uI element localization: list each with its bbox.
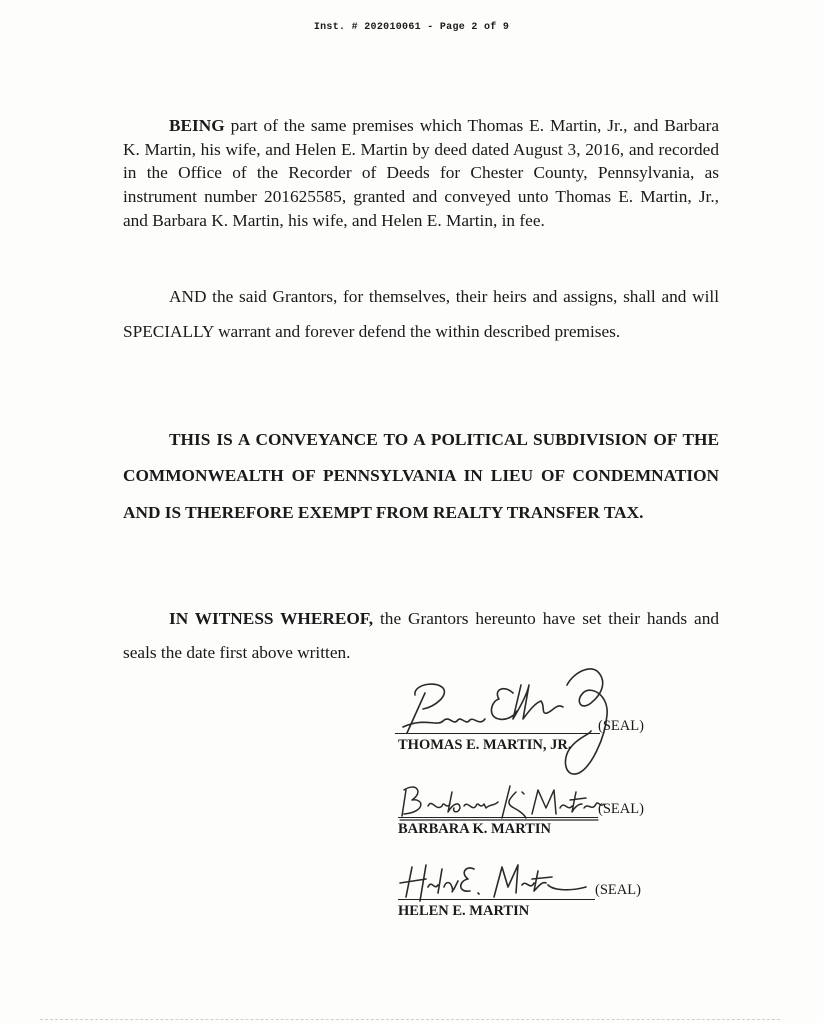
being-lead-word: BEING [169, 116, 225, 135]
exemption-paragraph [123, 422, 719, 531]
signer-name-barbara: BARBARA K. MARTIN [398, 821, 551, 837]
witness-paragraph-text: the Grantors hereunto have set their hands and seals the date first above written. [123, 609, 719, 662]
being-paragraph-text: part of the same premises which Thomas E. Martin, Jr., and Barbara K. Martin, his wife, and Helen E. Martin by deed dated August 3, 2016, and recorded in the Office of the Recorder of Deeds for Chester County, Pennsylvania, as instrument number 201625585, granted and conveyed unto Thomas E. Martin, Jr., and Barbara K. Martin, his wife, and Helen E. Martin, in fee. [123, 116, 719, 230]
page-bottom-edge [40, 1019, 780, 1020]
signer-name-helen: HELEN E. MARTIN [398, 903, 530, 919]
witness-lead: IN WITNESS WHEREOF, [169, 609, 374, 628]
instrument-header: Inst. # 202010061 - Page 2 of 9 [313, 22, 510, 33]
seal-label-helen: (SEAL) [595, 882, 641, 898]
warranty-paragraph [123, 280, 719, 349]
signature-line-barbara [398, 817, 598, 818]
seal-label-barbara: (SEAL) [598, 801, 644, 817]
signature-thomas [395, 655, 625, 775]
seal-label-thomas: (SEAL) [598, 718, 644, 734]
signature-line-helen [398, 899, 595, 900]
warranty-paragraph-text: AND the said Grantors, for themselves, their heirs and assigns, shall and will SPECIALLY warrant and forever defend the within described premises. [123, 287, 719, 341]
signature-line-thomas [395, 733, 600, 734]
signer-name-thomas: THOMAS E. MARTIN, JR. [398, 737, 572, 753]
being-paragraph [123, 114, 719, 233]
exemption-paragraph-text: THIS IS A CONVEYANCE TO A POLITICAL SUBDIVISION OF THE COMMONWEALTH OF PENNSYLVANIA IN LIEU OF CONDEMNATION AND IS THEREFORE EXEMPT FROM REALTY TRANSFER TAX. [123, 430, 719, 522]
